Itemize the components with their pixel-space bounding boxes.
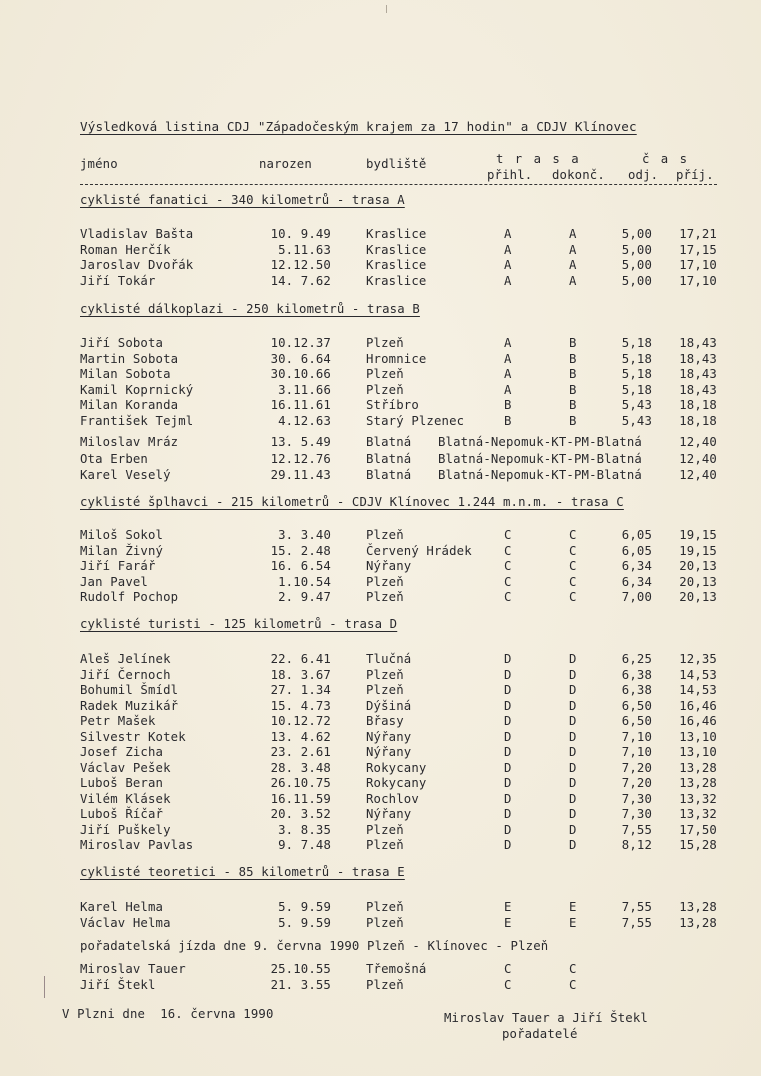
route-registered: D: [504, 791, 512, 806]
birth-date: 23. 2.61: [270, 745, 331, 759]
residence: Plzeň: [366, 900, 404, 914]
arrival-time: 13,10: [679, 729, 717, 744]
route-completed: B: [569, 367, 577, 381]
birth-date: 26.10.75: [270, 776, 331, 790]
birth-date: 1.10.54: [278, 574, 331, 589]
birth-date: 3. 8.35: [278, 822, 331, 837]
participant-name: Milan Koranda: [80, 398, 179, 412]
organizer-name: Miroslav Tauer: [80, 962, 186, 976]
route-completed: C: [569, 574, 577, 589]
residence: Plzeň: [366, 822, 404, 837]
birth-date: 16.11.61: [270, 398, 331, 412]
route-registered: A: [504, 336, 512, 350]
participant-name: Rudolf Pochop: [80, 590, 179, 604]
departure-time: 7,10: [621, 745, 652, 759]
col-header-time: č a s: [642, 152, 690, 166]
birth-date: 5. 9.59: [278, 915, 331, 930]
participant-name: Silvestr Kotek: [80, 729, 186, 744]
residence: Kraslice: [366, 227, 427, 241]
route-registered: D: [504, 714, 512, 728]
route-registered: D: [504, 745, 512, 759]
residence: Rokycany: [366, 760, 427, 775]
route-completed: C: [569, 978, 577, 992]
route-completed: D: [569, 822, 577, 837]
custom-route: Blatná-Nepomuk-KT-PM-Blatná: [438, 435, 642, 449]
birth-date: 10.12.37: [270, 336, 331, 350]
col-header-odj: odj.: [628, 168, 659, 182]
participant-name: Radek Muzikář: [80, 698, 179, 713]
departure-time: 5,00: [621, 273, 652, 288]
participant-name: Jiří Farář: [80, 559, 156, 573]
departure-time: 5,18: [621, 367, 652, 381]
col-header-prihl: přihl.: [487, 168, 533, 182]
col-header-name: jméno: [80, 157, 118, 171]
residence: Plzeň: [366, 667, 404, 682]
participant-name: Bohumil Šmídl: [80, 683, 179, 697]
route-registered: C: [504, 574, 512, 589]
departure-time: 5,00: [621, 227, 652, 241]
residence: Plzeň: [366, 382, 404, 397]
arrival-time: 18,18: [679, 398, 717, 412]
participant-name: Jiří Puškely: [80, 822, 171, 837]
arrival-time: 14,53: [679, 683, 717, 697]
residence: Blatná: [366, 435, 412, 449]
route-registered: D: [504, 822, 512, 837]
arrival-time: 16,46: [679, 698, 717, 713]
participant-name: Vilém Klásek: [80, 791, 171, 806]
route-completed: D: [569, 760, 577, 775]
birth-date: 13. 5.49: [270, 435, 331, 449]
footer-signature: Miroslav Tauer a Jiří Štekl: [444, 1011, 648, 1025]
departure-time: 6,34: [621, 574, 652, 589]
participant-name: Karel Helma: [80, 900, 164, 914]
route-completed: B: [569, 382, 577, 397]
arrival-time: 20,13: [679, 559, 717, 573]
residence: Starý Plzenec: [366, 413, 465, 428]
arrival-time: 13,10: [679, 745, 717, 759]
section-heading: cyklisté fanatici - 340 kilometrů - trasa A: [80, 193, 405, 207]
residence: Kraslice: [366, 242, 427, 257]
arrival-time: 12,40: [679, 451, 717, 466]
document-title: Výsledková listina CDJ "Západočeským krajem za 17 hodin" a CDJV Klínovec: [80, 119, 637, 134]
route-registered: B: [504, 413, 512, 428]
residence: Dýšiná: [366, 698, 412, 713]
route-registered: D: [504, 807, 512, 821]
departure-time: 7,30: [621, 807, 652, 821]
departure-time: 5,18: [621, 351, 652, 366]
residence: Hromnice: [366, 351, 427, 366]
residence: Plzeň: [366, 574, 404, 589]
departure-time: 7,55: [621, 915, 652, 930]
departure-time: 7,30: [621, 791, 652, 806]
paper-mark: [386, 5, 387, 13]
arrival-time: 17,10: [679, 273, 717, 288]
birth-date: 12.12.76: [270, 451, 331, 466]
route-completed: A: [569, 242, 577, 257]
arrival-time: 14,53: [679, 667, 717, 682]
route-completed: A: [569, 273, 577, 288]
departure-time: 6,50: [621, 714, 652, 728]
route-registered: C: [504, 543, 512, 558]
route-completed: C: [569, 590, 577, 604]
participant-name: Jan Pavel: [80, 574, 148, 589]
route-completed: D: [569, 729, 577, 744]
departure-time: 6,38: [621, 683, 652, 697]
arrival-time: 15,28: [679, 838, 717, 852]
route-completed: D: [569, 838, 577, 852]
departure-time: 7,10: [621, 729, 652, 744]
residence: Nýřany: [366, 559, 412, 573]
participant-name: Václav Pešek: [80, 760, 171, 775]
col-header-route: t r a s a: [496, 152, 581, 166]
route-completed: D: [569, 776, 577, 790]
residence: Rochlov: [366, 791, 419, 806]
participant-name: Jiří Sobota: [80, 336, 164, 350]
route-registered: E: [504, 900, 512, 914]
custom-route: Blatná-Nepomuk-KT-PM-Blatná: [438, 451, 642, 466]
birth-date: 30.10.66: [270, 367, 331, 381]
residence: Blatná: [366, 468, 412, 482]
route-registered: C: [504, 559, 512, 573]
arrival-time: 18,43: [679, 351, 717, 366]
route-completed: B: [569, 351, 577, 366]
birth-date: 3. 3.40: [278, 528, 331, 542]
footer-place-date: V Plzni dne 16. června 1990: [62, 1007, 274, 1021]
arrival-time: 12,35: [679, 652, 717, 666]
residence: Plzeň: [366, 590, 404, 604]
arrival-time: 17,10: [679, 258, 717, 272]
residence: Plzeň: [366, 915, 404, 930]
birth-date: 12.12.50: [270, 258, 331, 272]
birth-date: 27. 1.34: [270, 683, 331, 697]
birth-date: 16.11.59: [270, 791, 331, 806]
header-divider: [80, 184, 717, 185]
organizer-heading: pořadatelská jízda dne 9. června 1990 Plzeň - Klínovec - Plzeň: [80, 939, 549, 953]
residence: Tlučná: [366, 652, 412, 666]
route-completed: D: [569, 714, 577, 728]
arrival-time: 19,15: [679, 543, 717, 558]
arrival-time: 12,40: [679, 435, 717, 449]
residence: Třemošná: [366, 962, 427, 976]
route-completed: C: [569, 962, 577, 976]
route-completed: B: [569, 398, 577, 412]
route-registered: A: [504, 367, 512, 381]
route-completed: E: [569, 915, 577, 930]
departure-time: 5,43: [621, 413, 652, 428]
birth-date: 18. 3.67: [270, 667, 331, 682]
route-completed: A: [569, 227, 577, 241]
route-completed: D: [569, 698, 577, 713]
birth-date: 29.11.43: [270, 468, 331, 482]
route-registered: C: [504, 590, 512, 604]
departure-time: 7,20: [621, 776, 652, 790]
route-registered: C: [504, 528, 512, 542]
route-registered: D: [504, 729, 512, 744]
departure-time: 6,05: [621, 543, 652, 558]
route-registered: A: [504, 382, 512, 397]
arrival-time: 13,28: [679, 900, 717, 914]
section-heading: cyklisté turisti - 125 kilometrů - trasa D: [80, 617, 398, 631]
birth-date: 22. 6.41: [270, 652, 331, 666]
residence: Stříbro: [366, 398, 419, 412]
route-registered: A: [504, 258, 512, 272]
birth-date: 10.12.72: [270, 714, 331, 728]
participant-name: Karel Veselý: [80, 468, 171, 482]
birth-date: 3.11.66: [278, 382, 331, 397]
arrival-time: 20,13: [679, 574, 717, 589]
birth-date: 14. 7.62: [270, 273, 331, 288]
route-completed: A: [569, 258, 577, 272]
arrival-time: 18,43: [679, 336, 717, 350]
birth-date: 13. 4.62: [270, 729, 331, 744]
departure-time: 6,25: [621, 652, 652, 666]
route-registered: E: [504, 915, 512, 930]
route-completed: E: [569, 900, 577, 914]
arrival-time: 13,32: [679, 791, 717, 806]
route-completed: D: [569, 652, 577, 666]
route-registered: A: [504, 273, 512, 288]
birth-date: 15. 2.48: [270, 543, 331, 558]
departure-time: 6,34: [621, 559, 652, 573]
participant-name: Miroslav Pavlas: [80, 838, 194, 852]
participant-name: Jaroslav Dvořák: [80, 258, 194, 272]
participant-name: Luboš Říčař: [80, 807, 164, 821]
arrival-time: 13,28: [679, 915, 717, 930]
departure-time: 7,00: [621, 590, 652, 604]
participant-name: Miloslav Mráz: [80, 435, 179, 449]
section-heading: cyklisté dálkoplazi - 250 kilometrů - trasa B: [80, 302, 420, 316]
residence: Blatná: [366, 451, 412, 466]
arrival-time: 17,50: [679, 822, 717, 837]
residence: Nýřany: [366, 729, 412, 744]
route-registered: D: [504, 683, 512, 697]
route-registered: B: [504, 398, 512, 412]
birth-date: 25.10.55: [270, 962, 331, 976]
residence: Plzeň: [366, 336, 404, 350]
residence: Plzeň: [366, 367, 404, 381]
route-registered: A: [504, 242, 512, 257]
birth-date: 9. 7.48: [278, 838, 331, 852]
residence: Plzeň: [366, 528, 404, 542]
participant-name: Josef Zicha: [80, 745, 164, 759]
residence: Břasy: [366, 714, 404, 728]
route-registered: A: [504, 227, 512, 241]
arrival-time: 13,28: [679, 776, 717, 790]
departure-time: 8,12: [621, 838, 652, 852]
departure-time: 5,18: [621, 336, 652, 350]
residence: Nýřany: [366, 807, 412, 821]
footer-role: pořadatelé: [502, 1027, 578, 1041]
departure-time: 5,43: [621, 398, 652, 412]
birth-date: 16. 6.54: [270, 559, 331, 573]
birth-date: 15. 4.73: [270, 698, 331, 713]
departure-time: 5,18: [621, 382, 652, 397]
arrival-time: 18,43: [679, 367, 717, 381]
birth-date: 21. 3.55: [270, 978, 331, 992]
participant-name: Petr Mašek: [80, 714, 156, 728]
participant-name: Milan Sobota: [80, 367, 171, 381]
departure-time: 7,20: [621, 760, 652, 775]
col-header-prij: příj.: [676, 168, 714, 182]
route-registered: D: [504, 838, 512, 852]
birth-date: 20. 3.52: [270, 807, 331, 821]
birth-date: 2. 9.47: [278, 590, 331, 604]
participant-name: Vladislav Bašta: [80, 227, 194, 241]
birth-date: 5. 9.59: [278, 900, 331, 914]
birth-date: 4.12.63: [278, 413, 331, 428]
participant-name: Aleš Jelínek: [80, 652, 171, 666]
organizer-name: Jiří Štekl: [80, 978, 156, 992]
arrival-time: 19,15: [679, 528, 717, 542]
arrival-time: 13,28: [679, 760, 717, 775]
arrival-time: 18,43: [679, 382, 717, 397]
route-registered: D: [504, 760, 512, 775]
birth-date: 10. 9.49: [270, 227, 331, 241]
col-header-born: narozen: [259, 157, 312, 171]
route-completed: C: [569, 543, 577, 558]
margin-mark: [44, 976, 45, 998]
col-header-city: bydliště: [366, 157, 427, 171]
arrival-time: 12,40: [679, 468, 717, 482]
participant-name: Jiří Tokár: [80, 273, 156, 288]
participant-name: Martin Sobota: [80, 351, 179, 366]
participant-name: Milan Živný: [80, 543, 164, 558]
residence: Kraslice: [366, 273, 427, 288]
departure-time: 5,00: [621, 258, 652, 272]
route-completed: D: [569, 807, 577, 821]
route-completed: C: [569, 559, 577, 573]
arrival-time: 18,18: [679, 413, 717, 428]
route-registered: C: [504, 978, 512, 992]
departure-time: 7,55: [621, 822, 652, 837]
birth-date: 28. 3.48: [270, 760, 331, 775]
departure-time: 7,55: [621, 900, 652, 914]
route-registered: D: [504, 667, 512, 682]
residence: Plzeň: [366, 838, 404, 852]
departure-time: 5,00: [621, 242, 652, 257]
route-registered: C: [504, 962, 512, 976]
section-heading: cyklisté teoretici - 85 kilometrů - trasa E: [80, 865, 405, 879]
departure-time: 6,50: [621, 698, 652, 713]
participant-name: Roman Herčík: [80, 242, 171, 257]
route-registered: D: [504, 698, 512, 713]
residence: Plzeň: [366, 683, 404, 697]
route-completed: C: [569, 528, 577, 542]
col-header-dokonc: dokonč.: [552, 168, 605, 182]
arrival-time: 17,21: [679, 227, 717, 241]
participant-name: Jiří Černoch: [80, 667, 171, 682]
participant-name: František Tejml: [80, 413, 194, 428]
arrival-time: 16,46: [679, 714, 717, 728]
route-registered: D: [504, 776, 512, 790]
route-completed: D: [569, 745, 577, 759]
participant-name: Luboš Beran: [80, 776, 164, 790]
departure-time: 6,05: [621, 528, 652, 542]
participant-name: Kamil Koprnický: [80, 382, 194, 397]
route-completed: D: [569, 683, 577, 697]
route-completed: B: [569, 413, 577, 428]
route-completed: B: [569, 336, 577, 350]
route-registered: A: [504, 351, 512, 366]
birth-date: 5.11.63: [278, 242, 331, 257]
custom-route: Blatná-Nepomuk-KT-PM-Blatná: [438, 468, 642, 482]
arrival-time: 13,32: [679, 807, 717, 821]
residence: Červený Hrádek: [366, 543, 472, 558]
birth-date: 30. 6.64: [270, 351, 331, 366]
section-heading: cyklisté šplhavci - 215 kilometrů - CDJV Klínovec 1.244 m.n.m. - trasa C: [80, 495, 624, 509]
arrival-time: 20,13: [679, 590, 717, 604]
participant-name: Ota Erben: [80, 451, 148, 466]
residence: Nýřany: [366, 745, 412, 759]
departure-time: 6,38: [621, 667, 652, 682]
route-completed: D: [569, 791, 577, 806]
residence: Plzeň: [366, 978, 404, 992]
arrival-time: 17,15: [679, 242, 717, 257]
route-registered: D: [504, 652, 512, 666]
participant-name: Václav Helma: [80, 915, 171, 930]
participant-name: Miloš Sokol: [80, 528, 164, 542]
residence: Kraslice: [366, 258, 427, 272]
route-completed: D: [569, 667, 577, 682]
residence: Rokycany: [366, 776, 427, 790]
